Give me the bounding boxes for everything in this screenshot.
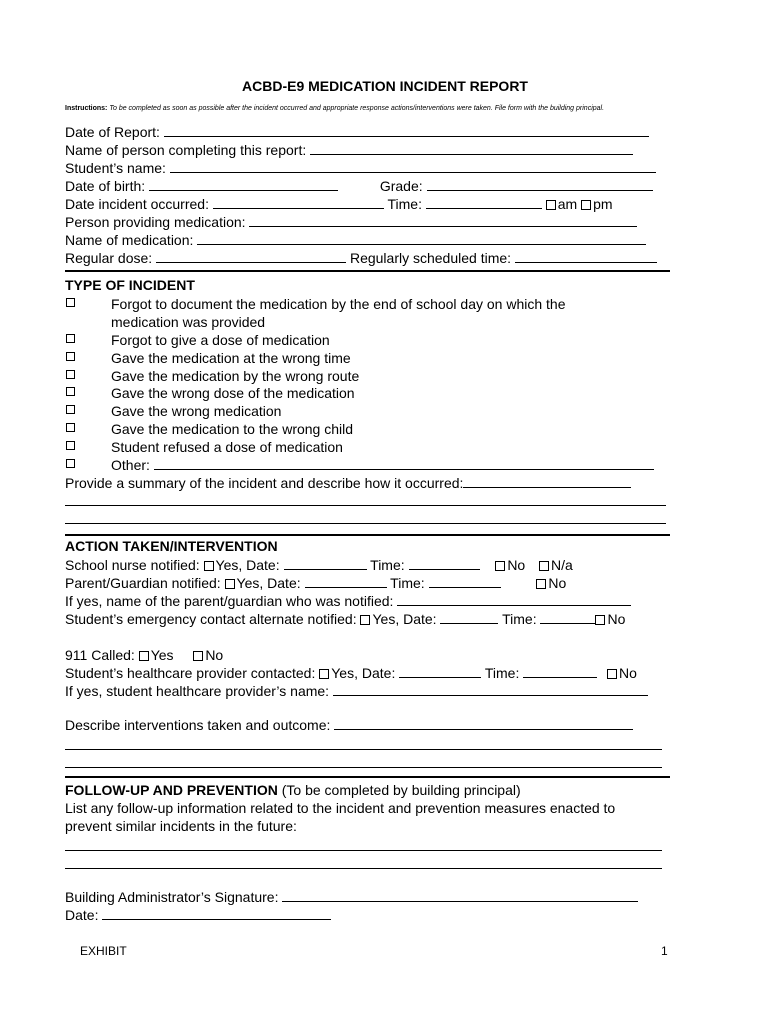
incident-checkbox[interactable] [66,441,75,450]
grade-label: Grade: [379,178,423,194]
incident-option-label: Student refused a dose of medication [111,439,343,455]
emergency-contact-label: Student’s emergency contact alternate notified: [65,611,357,627]
school-nurse-label: School nurse notified: [65,557,200,573]
incident-checkbox[interactable] [66,423,75,432]
yes-date-label: Yes, Date: [215,557,280,573]
scheduled-time-input[interactable] [515,249,657,263]
signature-field[interactable] [65,888,638,906]
school-nurse-no-checkbox[interactable] [495,561,505,571]
emergency-date-input[interactable] [440,610,498,624]
other-label: Other: [111,457,150,473]
parent-name-field[interactable] [65,592,631,610]
regular-dose-input[interactable] [156,249,346,263]
person-completing-label: Name of person completing this report: [65,142,307,158]
called-911-row [65,646,223,664]
summary-field[interactable] [65,474,631,492]
person-providing-field[interactable] [65,213,637,231]
parent-name-input[interactable] [397,592,631,606]
date-of-report-input[interactable] [164,123,649,137]
interventions-line[interactable] [65,767,662,768]
time-label: Time: [390,575,425,591]
school-nurse-time-input[interactable] [409,556,480,570]
provider-yes-checkbox[interactable] [319,669,329,679]
provider-name-input[interactable] [333,682,648,696]
school-nurse-na-checkbox[interactable] [539,561,549,571]
summary-line[interactable] [65,523,666,524]
pm-label: pm [593,196,613,212]
follow-up-line1: List any follow-up information related to the incident and prevention measures enacted to [65,800,616,816]
incident-option-label: medication was provided [111,314,266,330]
interventions-input[interactable] [334,716,633,730]
page-number: 1 [661,944,668,958]
yes-label: Yes [150,647,174,663]
medication-name-field[interactable] [65,231,646,249]
regular-dose-row [65,249,657,267]
signature-label: Building Administrator’s Signature: [65,889,279,905]
time-label: Time: [502,611,537,627]
incident-option-label: Gave the wrong dose of the medication [111,385,355,401]
incident-checkbox[interactable] [66,387,75,396]
parent-date-input[interactable] [305,574,387,588]
yes-date-label: Yes, Date: [331,665,396,681]
person-providing-input[interactable] [249,213,637,227]
footer-exhibit: EXHIBIT [80,944,127,958]
no-label: No [507,557,526,573]
section-divider [65,270,670,272]
regular-dose-label: Regular dose: [65,250,153,266]
incident-option-label: Gave the medication to the wrong child [111,421,354,437]
provider-no-checkbox[interactable] [607,669,617,679]
parent-label: Parent/Guardian notified: [65,575,221,591]
action-taken-heading: ACTION TAKEN/INTERVENTION [65,538,278,554]
follow-up-line2: prevent similar incidents in the future: [65,818,297,834]
incident-checkbox[interactable] [66,370,75,379]
time-input[interactable] [426,195,542,209]
other-input[interactable] [154,456,654,470]
summary-line[interactable] [65,505,666,506]
section-divider [65,776,670,778]
provider-date-input[interactable] [399,664,481,678]
provider-contacted-label: Student’s healthcare provider contacted: [65,665,316,681]
parent-name-label: If yes, name of the parent/guardian who was notified: [65,593,394,609]
person-providing-label: Person providing medication: [65,214,246,230]
dob-grade-row [65,177,653,195]
provider-contacted-row [65,664,637,682]
am-checkbox[interactable] [546,200,556,210]
yes-date-label: Yes, Date: [236,575,301,591]
time-label: Time: [484,665,520,681]
incident-checkbox[interactable] [66,352,75,361]
instructions-label: Instructions: [65,105,108,112]
provider-name-label: If yes, student healthcare provider’s name: [65,683,330,699]
person-completing-input[interactable] [310,141,633,155]
no-label: No [205,647,224,663]
follow-up-line[interactable] [65,850,662,851]
medication-name-input[interactable] [197,231,646,245]
follow-up-heading-row [65,781,521,799]
document-title: ACBD-E9 MEDICATION INCIDENT REPORT [242,78,528,94]
signature-date-input[interactable] [102,906,331,920]
student-name-label: Student’s name: [65,160,166,176]
incident-checkbox[interactable] [66,298,75,307]
emergency-yes-checkbox[interactable] [360,615,370,625]
signature-date-field[interactable] [65,906,331,924]
called-911-no-checkbox[interactable] [193,651,203,661]
incident-option-label: Forgot to give a dose of medication [111,332,330,348]
dob-label: Date of birth: [65,178,146,194]
summary-input[interactable] [463,474,631,488]
grade-input[interactable] [427,177,653,191]
time-label: Time: [370,557,405,573]
incident-option-label: Gave the wrong medication [111,403,282,419]
emergency-contact-row [65,610,625,628]
instructions-text: To be completed as soon as possible after the incident occurred and appropriate response actions/interventions were taken. File form with the building principal. [109,105,605,112]
parent-yes-checkbox[interactable] [225,579,235,589]
section-divider [65,534,670,536]
parent-no-checkbox[interactable] [536,579,546,589]
incident-option-label: Gave the medication at the wrong time [111,350,351,366]
interventions-label: Describe interventions taken and outcome: [65,717,331,733]
follow-up-heading: FOLLOW-UP AND PREVENTION [65,782,278,798]
date-of-report-field[interactable] [65,123,649,141]
pm-checkbox[interactable] [581,200,591,210]
student-name-field[interactable] [65,159,656,177]
incident-checkbox[interactable] [66,459,75,468]
parent-time-input[interactable] [429,574,501,588]
signature-input[interactable] [282,888,638,902]
dob-input[interactable] [149,177,338,191]
incident-checkbox[interactable] [66,405,75,414]
date-incident-label: Date incident occurred: [65,196,209,212]
incident-option-label: Forgot to document the medication by the end of school day on which the [111,296,566,312]
parent-row [65,574,566,592]
emergency-time-input[interactable] [540,610,595,624]
provider-time-input[interactable] [523,664,597,678]
na-label: N/a [551,557,573,573]
no-label: No [619,665,637,681]
date-incident-row [65,195,613,213]
incident-option-label: Gave the medication by the wrong route [111,368,360,384]
am-label: am [557,196,578,212]
person-completing-field[interactable] [65,141,633,159]
scheduled-time-label: Regularly scheduled time: [349,250,512,266]
medication-name-label: Name of medication: [65,232,194,248]
signature-date-label: Date: [65,907,99,923]
called-911-label: 911 Called: [65,647,135,663]
school-nurse-row [65,556,573,574]
other-label-row [111,456,654,474]
no-label: No [548,575,567,591]
type-of-incident-heading: TYPE OF INCIDENT [65,277,195,293]
called-911-yes-checkbox[interactable] [139,651,149,661]
interventions-field[interactable] [65,716,633,734]
school-nurse-date-input[interactable] [284,556,367,570]
time-label: Time: [387,196,422,212]
date-incident-input[interactable] [213,195,384,209]
interventions-line[interactable] [65,749,662,750]
date-of-report-label: Date of Report: [65,124,160,140]
follow-up-heading-note: (To be completed by building principal) [277,782,521,798]
yes-date-label: Yes, Date: [372,611,437,627]
instructions [65,105,604,112]
provider-name-field[interactable] [65,682,648,700]
no-label: No [607,611,626,627]
emergency-no-checkbox[interactable] [595,615,605,625]
follow-up-line[interactable] [65,868,662,869]
student-name-input[interactable] [170,159,656,173]
incident-checkbox[interactable] [66,334,75,343]
summary-label: Provide a summary of the incident and describe how it occurred: [65,475,464,491]
school-nurse-yes-checkbox[interactable] [204,561,214,571]
